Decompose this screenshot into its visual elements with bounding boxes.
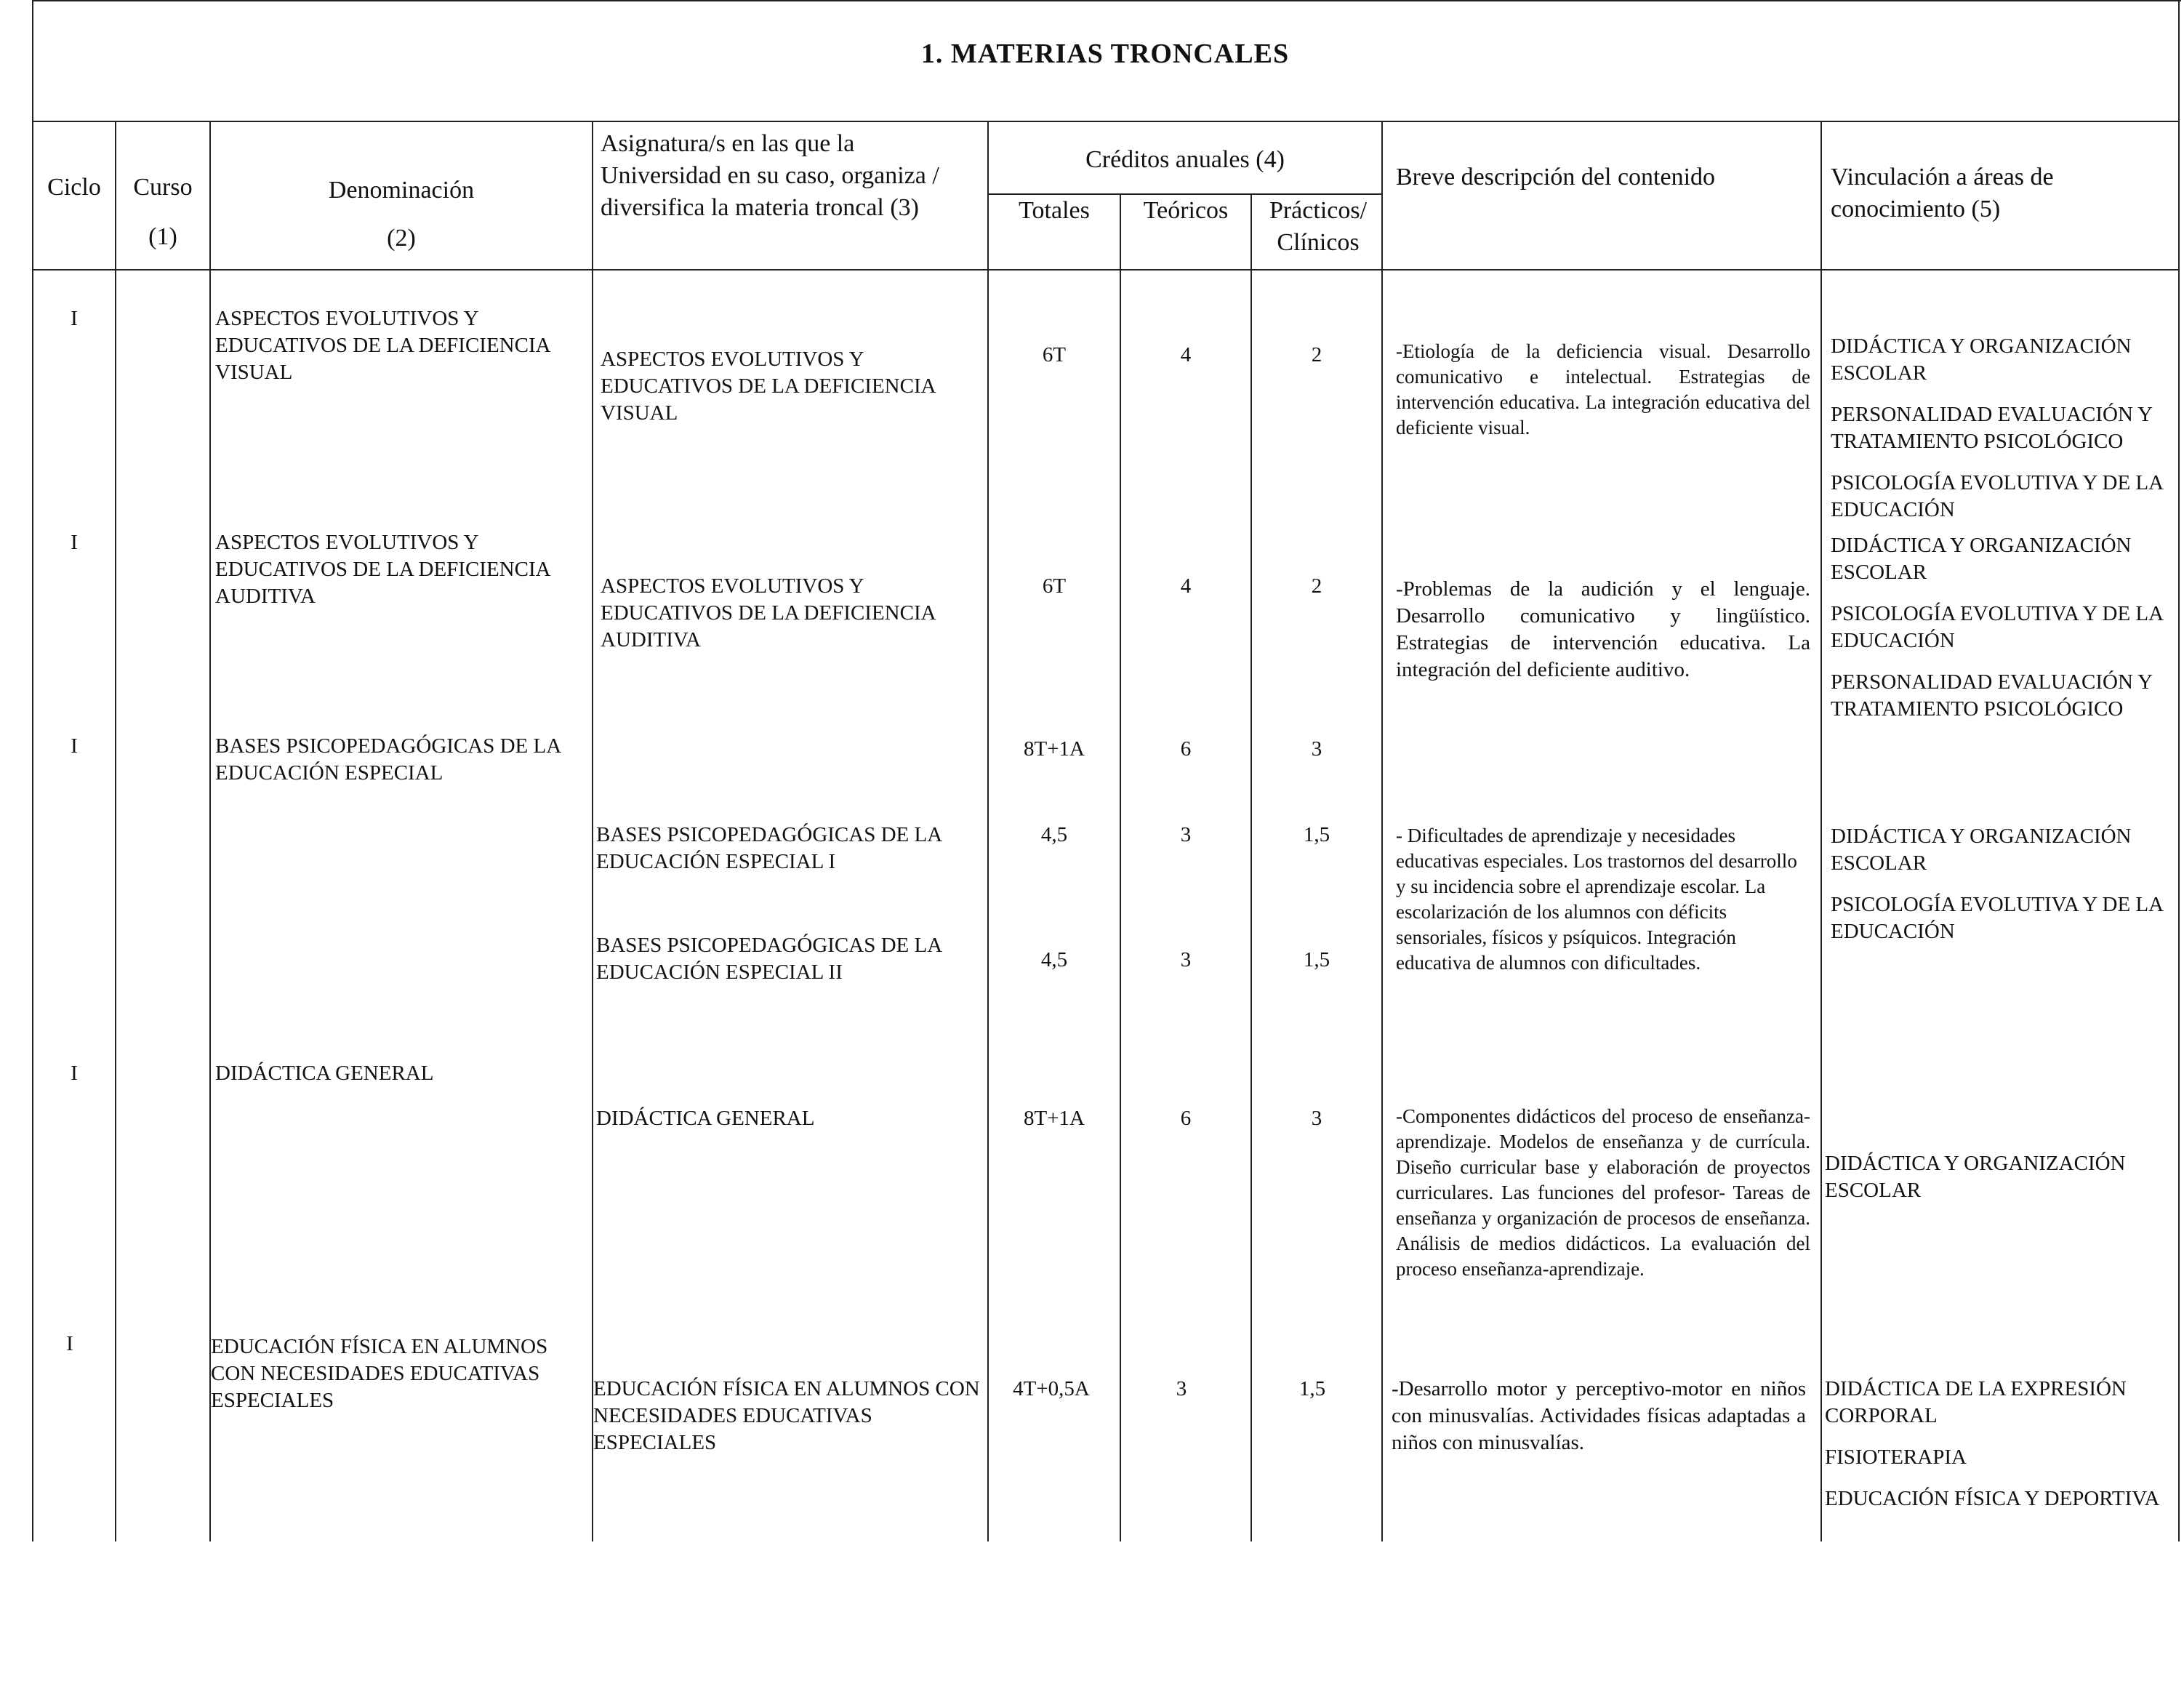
col-divider-curso [209,121,211,1541]
col-divider-teoricos [1250,193,1252,1541]
row-2-sub-0-teoricos: 3 [1180,823,1192,846]
header-teoricos: Teóricos [1143,197,1229,224]
row-4-descripcion: -Desarrollo motor y perceptivo-motor en niños con minusvalías. Actividades físicas adaptadas a niños con minusvalías. [1392,1377,1806,1454]
row-0-teoricos: 4 [1180,343,1192,366]
col-divider-descripcion [1820,121,1822,1541]
col-divider-denominacion [592,121,593,1541]
row-4-area: FISIOTERAPIA [1825,1446,1967,1469]
row-2-sub-0-asignatura: BASES PSICOPEDAGÓGICAS DE LA EDUCACIÓN ESPECIAL I [596,823,942,873]
row-3-descripcion: -Componentes didácticos del proceso de enseñanza-aprendizaje. Modelos de enseñanza y de currícula. Diseño curricular base y elaboración de proyectos curriculares. Las funciones del profesor- Tareas de enseñanza y organización de procesos de enseñanza. Análisis de medios didácticos. La evaluación del proceso enseñanza-aprendizaje. [1396,1105,1810,1280]
row-2-area: PSICOLOGÍA EVOLUTIVA Y DE LA EDUCACIÓN [1831,893,2163,943]
row-3-areas [1825,1150,2167,1219]
row-3-area: DIDÁCTICA Y ORGANIZACIÓN ESCOLAR [1825,1152,2126,1202]
header-descripcion: Breve descripción del contenido [1396,164,1716,191]
row-2-descripcion: - Dificultades de aprendizaje y necesidades educativas especiales. Los trastornos del desarrollo y su incidencia sobre el aprendizaje escolar. La escolarización de los alumnos con déficits sensoriales, físicos y psíquicos. Integración educativa de alumnos con dificultades. [1396,825,1797,974]
row-1-areas [1831,532,2172,737]
row-1-asignatura: ASPECTOS EVOLUTIVOS Y EDUCATIVOS DE LA DEFICIENCIA AUDITIVA [601,574,935,651]
row-4-area: EDUCACIÓN FÍSICA Y DEPORTIVA [1825,1487,2160,1510]
row-0-area: PSICOLOGÍA EVOLUTIVA Y DE LA EDUCACIÓN [1831,471,2163,521]
row-4-areas [1825,1376,2174,1527]
row-3-asignatura: DIDÁCTICA GENERAL [596,1107,815,1130]
row-3-denominacion: DIDÁCTICA GENERAL [215,1062,434,1085]
row-2-practicos: 3 [1311,737,1322,761]
row-1-teoricos: 4 [1180,574,1192,598]
row-2-sub-0-totales: 4,5 [1040,823,1068,846]
row-0-totales: 6T [1042,343,1067,366]
row-2-sub-1-asignatura: BASES PSICOPEDAGÓGICAS DE LA EDUCACIÓN ESPECIAL II [596,934,942,984]
row-4-totales: 4T+0,5A [1013,1377,1090,1400]
frame-top-line [32,0,2181,1]
row-1-area: PERSONALIDAD EVALUACIÓN Y TRATAMIENTO PSICOLÓGICO [1831,670,2152,721]
row-0-area: DIDÁCTICA Y ORGANIZACIÓN ESCOLAR [1831,334,2132,385]
header-bottom-line [32,269,2180,270]
row-1-denominacion: ASPECTOS EVOLUTIVOS Y EDUCATIVOS DE LA DEFICIENCIA AUDITIVA [215,531,550,608]
row-1-descripcion: -Problemas de la audición y el lenguaje. Desarrollo comunicativo y lingüístico. Estrategias de intervención educativa. La integración del deficiente auditivo. [1396,577,1810,681]
header-ciclo: Ciclo [47,174,101,201]
row-4-ciclo: I [66,1332,73,1355]
document-title: 1. MATERIAS TRONCALES [920,39,1290,69]
row-2-area: DIDÁCTICA Y ORGANIZACIÓN ESCOLAR [1831,825,2132,875]
header-curso-note: (1) [148,223,177,250]
col-divider-practicos [1381,121,1383,1541]
row-4-teoricos: 3 [1176,1377,1187,1400]
row-2-denominacion: BASES PSICOPEDAGÓGICAS DE LA EDUCACIÓN ESPECIAL [215,734,561,785]
header-denominacion: Denominación [328,177,475,204]
col-divider-totales [1120,193,1121,1541]
row-1-ciclo: I [71,531,78,554]
header-vinculacion: Vinculación a áreas de conocimiento (5) [1831,164,2054,222]
row-2-areas [1831,823,2172,960]
row-3-practicos: 3 [1311,1107,1322,1130]
row-2-sub-0-practicos: 1,5 [1303,823,1330,846]
frame-right-line [2178,0,2180,1541]
frame-left-line [32,0,33,1541]
row-2-teoricos: 6 [1180,737,1192,761]
row-2-totales: 8T+1A [1023,737,1085,761]
header-curso: Curso [133,174,193,201]
row-1-area: PSICOLOGÍA EVOLUTIVA Y DE LA EDUCACIÓN [1831,602,2163,652]
title-bottom-line [32,121,2180,122]
row-0-ciclo: I [71,307,78,330]
row-0-practicos: 2 [1311,343,1322,366]
row-1-area: DIDÁCTICA Y ORGANIZACIÓN ESCOLAR [1831,534,2132,584]
row-2-sub-1-totales: 4,5 [1040,948,1068,971]
header-asignaturas: Asignatura/s en las que la Universidad en su caso, organiza / diversifica la materia troncal (3) [601,130,939,221]
row-3-totales: 8T+1A [1023,1107,1085,1130]
header-practicos: Prácticos/ Clínicos [1269,197,1368,256]
row-3-teoricos: 6 [1180,1107,1192,1130]
row-1-totales: 6T [1042,574,1067,598]
row-4-practicos: 1,5 [1298,1377,1326,1400]
row-3-ciclo: I [71,1062,78,1085]
row-2-sub-1-teoricos: 3 [1180,948,1192,971]
row-1-practicos: 2 [1311,574,1322,598]
header-denominacion-note: (2) [387,225,416,252]
row-0-descripcion: -Etiología de la deficiencia visual. Desarrollo comunicativo e intelectual. Estrategias de intervención educativa. La integración educativa del deficiente visual. [1396,340,1810,438]
row-4-denominacion: EDUCACIÓN FÍSICA EN ALUMNOS CON NECESIDADES EDUCATIVAS ESPECIALES [211,1335,548,1412]
row-0-areas [1831,333,2172,538]
row-0-denominacion: ASPECTOS EVOLUTIVOS Y EDUCATIVOS DE LA DEFICIENCIA VISUAL [215,307,550,384]
document-page [29,0,2181,1684]
header-creditos: Créditos anuales (4) [1085,146,1285,173]
col-divider-ciclo [115,121,116,1541]
row-4-area: DIDÁCTICA DE LA EXPRESIÓN CORPORAL [1825,1377,2127,1427]
row-2-sub-1-practicos: 1,5 [1303,948,1330,971]
row-4-asignatura: EDUCACIÓN FÍSICA EN ALUMNOS CON NECESIDADES EDUCATIVAS ESPECIALES [593,1377,980,1454]
header-totales: Totales [1019,197,1090,224]
row-0-area: PERSONALIDAD EVALUACIÓN Y TRATAMIENTO PSICOLÓGICO [1831,403,2152,453]
row-0-asignatura: ASPECTOS EVOLUTIVOS Y EDUCATIVOS DE LA DEFICIENCIA VISUAL [601,348,935,425]
row-2-ciclo: I [71,734,78,758]
